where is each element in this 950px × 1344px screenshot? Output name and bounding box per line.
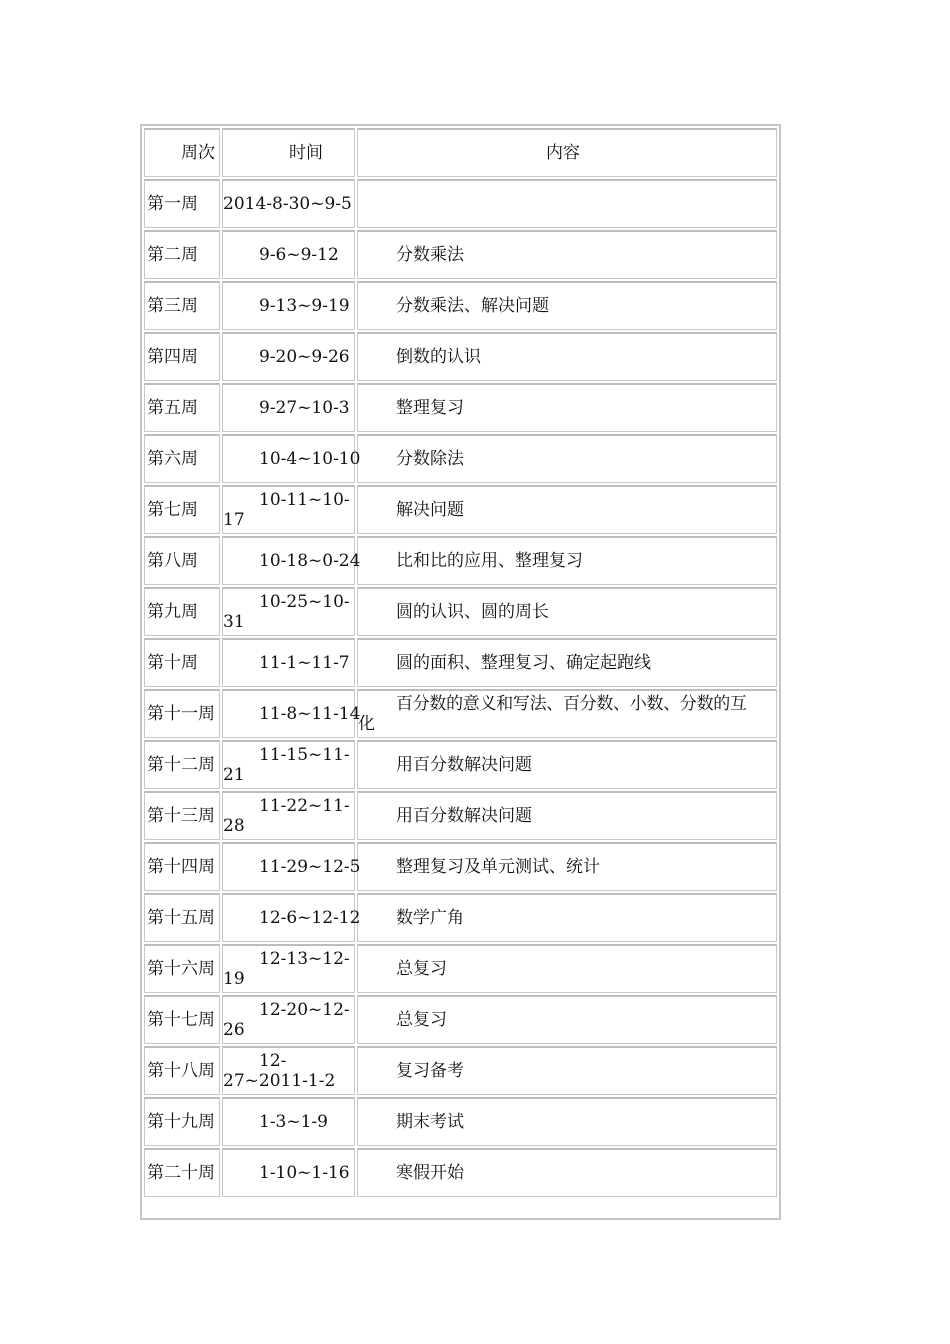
time-line-1: 12- [259, 1051, 287, 1071]
week-cell: 第二十周 [144, 1148, 220, 1197]
content-cell: 解决问题 [357, 485, 777, 534]
schedule-table [142, 126, 779, 1199]
time-cell: 9-13~9-19 [222, 281, 355, 330]
content-cell: 复习备考 [357, 1046, 777, 1095]
time-cell: 11-29~12-5 [222, 842, 355, 891]
time-cell: 10-18~0-24 [222, 536, 355, 585]
table-row [144, 1046, 777, 1095]
schedule-body [144, 128, 777, 1197]
table-row [144, 434, 777, 483]
header-row [144, 128, 777, 177]
table-row [144, 689, 777, 738]
content-cell: 整理复习 [357, 383, 777, 432]
time-line-1: 11-22~11- [259, 796, 350, 816]
table-row [144, 638, 777, 687]
time-cell: 2014-8-30~9-5 [222, 179, 355, 228]
content-cell [357, 179, 777, 228]
time-line-2: 17 [223, 510, 245, 530]
header-week: 周次 [144, 128, 220, 177]
week-cell: 第十二周 [144, 740, 220, 789]
week-cell: 第六周 [144, 434, 220, 483]
week-cell: 第十一周 [144, 689, 220, 738]
table-row [144, 842, 777, 891]
content-cell: 总复习 [357, 995, 777, 1044]
time-line-2: 27~2011-1-2 [223, 1071, 336, 1091]
time-cell [222, 995, 355, 1044]
table-row [144, 230, 777, 279]
table-row [144, 332, 777, 381]
table-row [144, 944, 777, 993]
time-line-1: 12-20~12- [259, 1000, 350, 1020]
time-cell [222, 485, 355, 534]
week-cell: 第十三周 [144, 791, 220, 840]
time-cell: 9-20~9-26 [222, 332, 355, 381]
content-cell: 倒数的认识 [357, 332, 777, 381]
week-cell: 第三周 [144, 281, 220, 330]
table-row [144, 536, 777, 585]
content-cell: 总复习 [357, 944, 777, 993]
time-line-2: 28 [223, 816, 245, 836]
week-cell: 第十四周 [144, 842, 220, 891]
content-cell: 寒假开始 [357, 1148, 777, 1197]
table-row [144, 485, 777, 534]
time-cell: 11-1~11-7 [222, 638, 355, 687]
content-cell: 整理复习及单元测试、统计 [357, 842, 777, 891]
content-cell: 数学广角 [357, 893, 777, 942]
time-cell: 12-6~12-12 [222, 893, 355, 942]
week-cell: 第五周 [144, 383, 220, 432]
time-cell: 11-8~11-14 [222, 689, 355, 738]
time-line-1: 10-11~10- [259, 490, 350, 510]
week-cell: 第十九周 [144, 1097, 220, 1146]
time-line-2: 26 [223, 1020, 245, 1040]
week-cell: 第二周 [144, 230, 220, 279]
time-cell: 9-27~10-3 [222, 383, 355, 432]
week-cell: 第一周 [144, 179, 220, 228]
header-content: 内容 [357, 128, 777, 177]
time-line-1: 12-13~12- [259, 949, 350, 969]
content-cell: 圆的认识、圆的周长 [357, 587, 777, 636]
table-row [144, 740, 777, 789]
content-cell: 分数除法 [357, 434, 777, 483]
time-cell [222, 587, 355, 636]
time-line-1: 10-25~10- [259, 592, 350, 612]
table-row [144, 995, 777, 1044]
content-cell: 用百分数解决问题 [357, 791, 777, 840]
time-cell [222, 1046, 355, 1095]
content-cell: 用百分数解决问题 [357, 740, 777, 789]
time-cell: 1-10~1-16 [222, 1148, 355, 1197]
table-row [144, 1148, 777, 1197]
week-cell: 第四周 [144, 332, 220, 381]
content-cell: 分数乘法、解决问题 [357, 281, 777, 330]
time-cell [222, 791, 355, 840]
table-row [144, 1097, 777, 1146]
week-cell: 第十七周 [144, 995, 220, 1044]
time-cell [222, 740, 355, 789]
table-row [144, 791, 777, 840]
content-cell [357, 689, 777, 738]
time-cell: 10-4~10-10 [222, 434, 355, 483]
time-line-2: 31 [223, 612, 245, 632]
content-cell: 比和比的应用、整理复习 [357, 536, 777, 585]
time-cell: 9-6~9-12 [222, 230, 355, 279]
content-cell: 分数乘法 [357, 230, 777, 279]
week-cell: 第九周 [144, 587, 220, 636]
week-cell: 第八周 [144, 536, 220, 585]
content-cell: 期末考试 [357, 1097, 777, 1146]
time-cell: 1-3~1-9 [222, 1097, 355, 1146]
content-cell: 圆的面积、整理复习、确定起跑线 [357, 638, 777, 687]
content-line-1: 百分数的意义和写法、百分数、小数、分数的互 [396, 694, 747, 714]
table-row [144, 383, 777, 432]
time-line-2: 21 [223, 765, 245, 785]
table-row [144, 281, 777, 330]
week-cell: 第十周 [144, 638, 220, 687]
week-cell: 第十六周 [144, 944, 220, 993]
week-cell: 第七周 [144, 485, 220, 534]
header-time: 时间 [222, 128, 355, 177]
week-cell: 第十八周 [144, 1046, 220, 1095]
time-line-1: 11-15~11- [259, 745, 350, 765]
table-row [144, 179, 777, 228]
table-row [144, 587, 777, 636]
week-cell: 第十五周 [144, 893, 220, 942]
time-line-2: 19 [223, 969, 245, 989]
table-row [144, 893, 777, 942]
time-cell [222, 944, 355, 993]
content-line-2: 化 [358, 714, 375, 734]
